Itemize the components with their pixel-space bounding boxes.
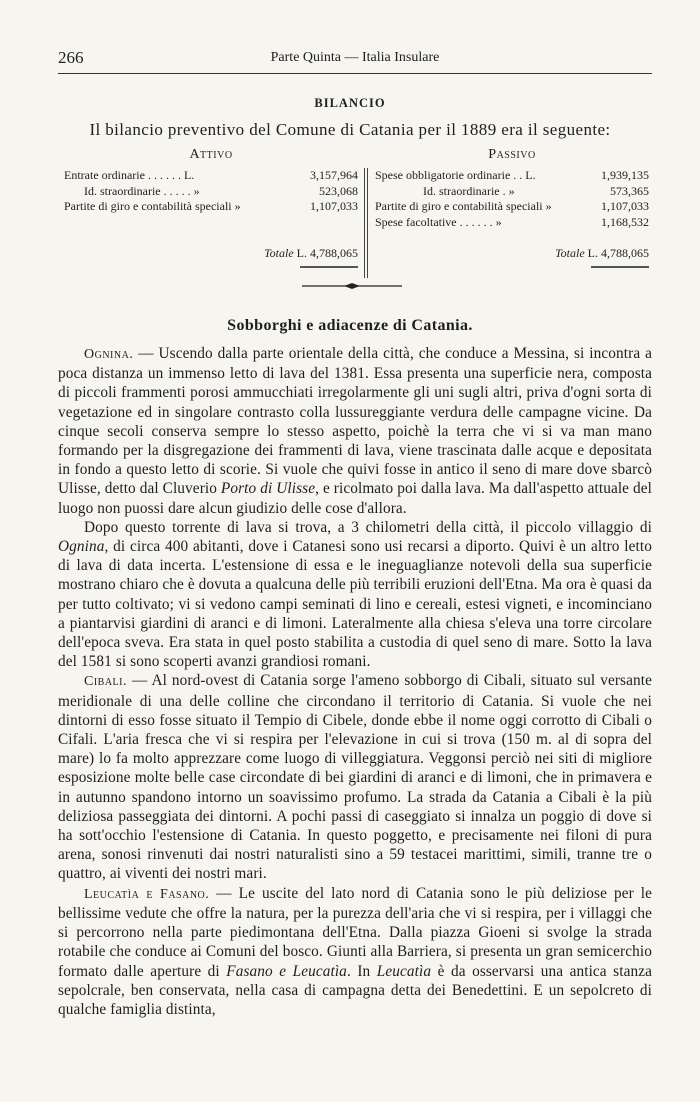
table-row bbox=[375, 215, 649, 231]
row-value: 1,168,532 bbox=[601, 214, 649, 229]
table-row bbox=[375, 184, 649, 200]
paragraph-text: , di circa 400 abitanti, dove i Catanesi sono usi recarsi a diporto. Quivi è un altro letto di lava di data incerta. L'estensione di essa e le ineguaglianze notevoli della sua superficie mostrano chiaro che è dovuta a qualcuna delle più terribili eruzioni dell'Etna. Ma ora è quasi da per tutto coltivato; vi si vedono campi seminati di lino e cereali, estesi vigneti, e incominciano a piantarvisi giardini di aranci e di limoni. Lateralmente alla chiesa s'eleva una torre circolare dell'epoca sveva. Era stata in quel posto stabilita a custodia di quel seno di mare. Sotto la lava del 1581 si sono scoperti avanzi grandiosi romani. bbox=[58, 538, 652, 671]
passivo-heading: Passivo bbox=[488, 147, 536, 162]
paragraph-text: — Uscendo dalla parte orientale della città, che conduce a Messina, si incontra a poca distanza un immenso letto di lava del 1381. Essa presenta una superficie nera, composta di piccoli frammenti porosi ammucchiati irregolarmente gli uni sugli altri, priva d'ogni sorta di vegetazione ed in singolare contrasto colla lussureggiante verdura delle campagne vicine. Da cinque secoli conserva sempre lo stesso aspetto, poichè la terra che vi si va man mano formando per la disgregazione dei frammenti di lava, viene trascinata dalle acque e depositata in fondo a questo letto di scorie. Si vuole che quivi fosse in antico il seno di mare dove sbarcò Ulisse, detto dal Cluverio bbox=[58, 345, 652, 498]
row-value: 1,107,033 bbox=[601, 199, 649, 213]
divider-ornament bbox=[302, 282, 402, 290]
paragraph-lead: Leucatìa e Fasano. bbox=[84, 886, 210, 902]
total-label: Totale bbox=[555, 246, 585, 260]
total-value: L. 4,788,065 bbox=[587, 246, 649, 260]
header-rule bbox=[58, 73, 652, 74]
table-row bbox=[64, 199, 358, 215]
attivo-column bbox=[64, 146, 358, 278]
row-label: Entrate ordinarie . . . . . . L. bbox=[64, 168, 195, 182]
row-value: 3,157,964 bbox=[310, 168, 358, 182]
total-rule bbox=[300, 266, 358, 268]
page-header bbox=[58, 40, 652, 70]
row-label: Spese facoltative . . . . . . » bbox=[375, 214, 502, 229]
table-row bbox=[375, 199, 649, 215]
total-rule bbox=[591, 266, 649, 268]
paragraph-text: — Le uscite del lato nord di Catania sono le più deliziose per le bellissime vedute che offre la natura, per la purezza dell'aria che vi si respira, per i villaggi che si percorrono nella parte piedimontana dell'Etna. Dalla piazza Gioeni si svolge la strada rotabile che conduce ai Comuni del bosco. Giunti alla Barriera, si presenta un gran semicerchio formato dalle aperture di bbox=[58, 884, 652, 980]
paragraph-leucatia bbox=[58, 884, 652, 1019]
page-number: 266 bbox=[58, 48, 84, 67]
total-value: L. 4,788,065 bbox=[296, 246, 358, 260]
row-label: Spese obbligatorie ordinarie . . L. bbox=[375, 168, 536, 182]
paragraph-ognina bbox=[58, 344, 652, 518]
paragraph-text: è da osservarsi una antica stanza sepolcrale, ben conservata, nella casa di campagna detta dei Benedettini. E un sepolcreto di qualche famiglia distinta, bbox=[58, 962, 652, 1018]
paragraph-ognina-village bbox=[58, 518, 652, 672]
row-label: Partite di giro e contabilità speciali » bbox=[375, 199, 552, 213]
column-divider bbox=[364, 168, 365, 278]
italic-text: Ognina bbox=[58, 538, 105, 556]
attivo-heading: Attivo bbox=[189, 147, 233, 162]
paragraph-text: . In bbox=[346, 962, 377, 980]
table-row bbox=[375, 168, 649, 184]
running-title: Parte Quinta — Italia Insulare bbox=[270, 50, 440, 65]
table-row bbox=[64, 168, 358, 184]
paragraph-text: , e ricolmato poi dalla lava. Ma dall'aspetto attuale del luogo non puossi dare alcun giudizio delle cose d'allora. bbox=[58, 480, 652, 517]
paragraph-lead: Cibali. bbox=[84, 674, 127, 690]
row-label: Id. straordinarie . » bbox=[423, 183, 515, 198]
row-value: 1,107,033 bbox=[310, 199, 358, 213]
paragraph-text: Dopo questo torrente di lava si trova, a 3 chilometri della città, il piccolo villaggio di bbox=[84, 518, 652, 536]
paragraph-lead: Ognina. bbox=[84, 347, 134, 362]
body-text bbox=[58, 344, 652, 1019]
column-divider bbox=[367, 168, 368, 278]
paragraph-text: — Al nord-ovest di Catania sorge l'ameno sobborgo di Cibali, situato sul versante meridionale di una delle colline che circondano il territorio di Catania. Si vuole che nei dintorni di esso fosse situato il Tempio di Cibele, donde ebbe il nome oggi corrotto di Cibali o Cifali. L'aria fresca che vi si respira per l'elevazione in cui si trova (150 m. al di sopra del mare) lo fa molto apprezzare come luogo di villeggiatura. Veggonsi perciò nei siti di migliore esposizione molte belle case circondate di bei giardini di aranci e di limoni, che in primavera e in autunno spandono intorno un soavissimo profumo. La strada da Catania a Cibali è la più deliziosa passeggiata dei dintorni. A pochi passi di caseggiato si innalza un poggio di dove si ha sott'occhio l'estensione di Catania. In questo poggetto, e precisamente nei filoni di pura arena, sonosi rinvenuti dai nostri naturalisti sino a 59 testacei marittimi, simili, tranne tre o quattro, ai viventi dei nostri mari. bbox=[58, 672, 652, 883]
paragraph-cibali bbox=[58, 671, 652, 883]
section-title: Sobborghi e adiacenze di Catania. bbox=[227, 317, 473, 334]
row-value: 1,939,135 bbox=[601, 168, 649, 182]
row-value: 523,068 bbox=[319, 183, 358, 198]
bilancio-heading: BILANCIO bbox=[314, 96, 386, 110]
passivo-total bbox=[555, 246, 649, 261]
attivo-total bbox=[264, 246, 358, 261]
total-label: Totale bbox=[264, 246, 294, 260]
row-label: Id. straordinarie . . . . . » bbox=[84, 183, 200, 198]
row-value: 573,365 bbox=[610, 183, 649, 198]
italic-text: Porto di Ulisse bbox=[220, 480, 316, 498]
passivo-column bbox=[375, 146, 649, 278]
row-label: Partite di giro e contabilità speciali » bbox=[64, 199, 241, 213]
italic-text: Fasano e Leucatìa bbox=[226, 962, 347, 980]
table-row bbox=[64, 184, 358, 200]
bilancio-intro: Il bilancio preventivo del Comune di Catania per il 1889 era il seguente: bbox=[89, 120, 611, 139]
budget-table bbox=[64, 146, 649, 278]
italic-text: Leucatìa bbox=[376, 962, 432, 980]
